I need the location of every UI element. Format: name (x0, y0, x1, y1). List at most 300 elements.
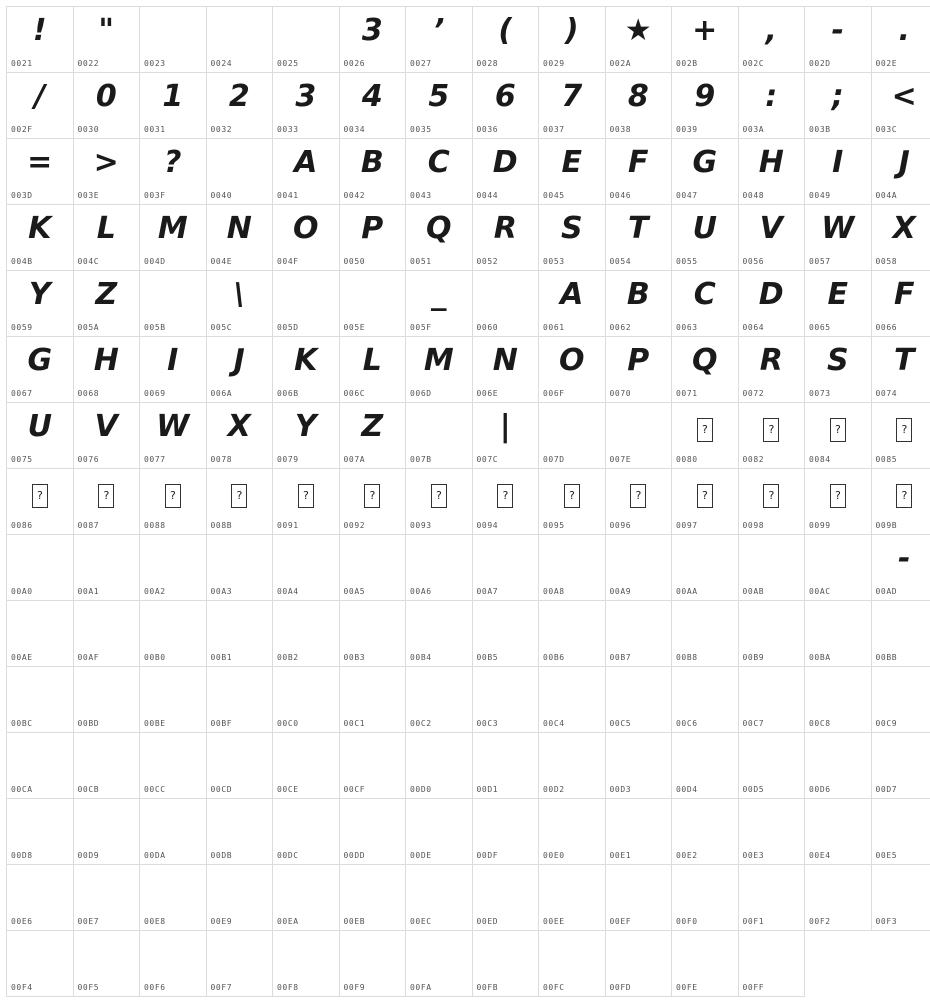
glyph-cell[interactable] (539, 799, 606, 865)
glyph-cell[interactable] (273, 469, 340, 535)
glyph-cell[interactable] (472, 799, 539, 865)
glyph-cell[interactable] (871, 139, 930, 205)
glyph-cell[interactable] (472, 469, 539, 535)
glyph-cell[interactable] (539, 205, 606, 271)
glyph-codepoint: 00BF (211, 719, 233, 728)
glyph-codepoint: 00C9 (876, 719, 898, 728)
glyph-cell[interactable] (339, 601, 406, 667)
glyph-cell[interactable] (472, 205, 539, 271)
glyph-row (7, 667, 930, 733)
glyph-cell-inner (805, 469, 871, 534)
glyph-preview (207, 141, 273, 185)
glyph-cell-inner (7, 931, 73, 996)
glyph-cell[interactable] (738, 733, 805, 799)
glyph-cell[interactable] (605, 337, 672, 403)
glyph-cell[interactable] (273, 7, 340, 73)
glyph-cell[interactable] (273, 865, 340, 931)
glyph-cell[interactable] (871, 535, 930, 601)
glyph-cell[interactable] (672, 139, 739, 205)
glyph-cell[interactable] (805, 865, 872, 931)
glyph-cell[interactable] (206, 337, 273, 403)
glyph-preview: S (539, 207, 605, 251)
glyph-cell[interactable] (7, 139, 74, 205)
glyph-codepoint: 0067 (11, 389, 33, 398)
glyph-cell[interactable] (206, 931, 273, 997)
glyph-cell[interactable] (672, 799, 739, 865)
glyph-cell[interactable] (672, 403, 739, 469)
glyph-cell[interactable] (339, 205, 406, 271)
glyph-preview (672, 933, 738, 977)
glyph-cell[interactable] (406, 733, 473, 799)
glyph-cell-inner (606, 667, 672, 732)
glyph-cell-inner (74, 601, 140, 666)
glyph-cell-inner (872, 271, 930, 336)
glyph-cell[interactable] (738, 403, 805, 469)
glyph-cell-inner (340, 337, 406, 402)
glyph-preview: E (539, 141, 605, 185)
glyph-cell-inner (74, 733, 140, 798)
glyph-cell[interactable] (73, 469, 140, 535)
glyph-cell-inner (340, 73, 406, 138)
glyph-cell[interactable] (339, 733, 406, 799)
glyph-cell[interactable] (339, 469, 406, 535)
glyph-cell[interactable] (406, 205, 473, 271)
glyph-cell[interactable] (140, 403, 207, 469)
glyph-cell[interactable] (339, 7, 406, 73)
glyph-cell[interactable] (871, 601, 930, 667)
glyph-codepoint: 00A0 (11, 587, 33, 596)
glyph-cell[interactable] (206, 601, 273, 667)
glyph-cell[interactable] (805, 271, 872, 337)
glyph-preview: R (473, 207, 539, 251)
glyph-cell[interactable] (339, 73, 406, 139)
glyph-codepoint: 0022 (78, 59, 100, 68)
glyph-cell[interactable] (206, 535, 273, 601)
glyph-cell[interactable] (738, 337, 805, 403)
glyph-cell[interactable] (7, 865, 74, 931)
glyph-cell[interactable] (7, 271, 74, 337)
glyph-preview (406, 603, 472, 647)
glyph-cell[interactable] (206, 667, 273, 733)
glyph-cell[interactable] (738, 205, 805, 271)
glyph-cell[interactable] (472, 667, 539, 733)
glyph-cell[interactable] (140, 931, 207, 997)
glyph-codepoint: 00F4 (11, 983, 33, 992)
glyph-cell[interactable] (406, 865, 473, 931)
glyph-cell[interactable] (7, 601, 74, 667)
glyph-cell[interactable] (73, 205, 140, 271)
glyph-cell[interactable] (539, 865, 606, 931)
glyph-cell-inner (406, 799, 472, 864)
glyph-cell[interactable] (406, 403, 473, 469)
glyph-cell-inner (340, 271, 406, 336)
glyph-cell-inner (606, 271, 672, 336)
glyph-cell[interactable] (140, 799, 207, 865)
glyph-cell-inner (672, 73, 738, 138)
glyph-cell[interactable] (672, 469, 739, 535)
glyph-cell-inner (805, 205, 871, 270)
glyph-cell[interactable] (539, 337, 606, 403)
glyph-cell[interactable] (539, 403, 606, 469)
glyph-cell[interactable] (472, 865, 539, 931)
glyph-cell[interactable] (605, 139, 672, 205)
glyph-cell[interactable] (7, 403, 74, 469)
glyph-cell[interactable] (73, 73, 140, 139)
glyph-preview: I (140, 339, 206, 383)
glyph-row (7, 271, 930, 337)
glyph-cell[interactable] (7, 205, 74, 271)
glyph-cell[interactable] (472, 73, 539, 139)
glyph-cell[interactable] (539, 271, 606, 337)
glyph-cell[interactable] (539, 469, 606, 535)
glyph-cell[interactable] (672, 931, 739, 997)
glyph-cell[interactable] (672, 601, 739, 667)
glyph-cell[interactable] (206, 73, 273, 139)
glyph-cell[interactable] (871, 271, 930, 337)
glyph-cell[interactable] (539, 535, 606, 601)
glyph-cell-inner (207, 271, 273, 336)
glyph-cell[interactable] (672, 733, 739, 799)
glyph-preview: 0 (74, 75, 140, 119)
glyph-cell-inner (739, 337, 805, 402)
glyph-codepoint: 00B8 (676, 653, 698, 662)
glyph-cell[interactable] (7, 931, 74, 997)
glyph-cell[interactable] (539, 601, 606, 667)
glyph-cell[interactable] (273, 601, 340, 667)
glyph-cell[interactable] (73, 931, 140, 997)
glyph-cell[interactable] (273, 733, 340, 799)
glyph-cell[interactable] (73, 271, 140, 337)
glyph-cell[interactable] (871, 7, 930, 73)
glyph-cell-inner (273, 403, 339, 468)
glyph-cell[interactable] (206, 139, 273, 205)
glyph-cell[interactable] (871, 733, 930, 799)
glyph-preview (473, 801, 539, 845)
glyph-cell[interactable] (871, 865, 930, 931)
glyph-cell-inner (273, 337, 339, 402)
glyph-cell[interactable] (339, 799, 406, 865)
glyph-cell[interactable] (539, 931, 606, 997)
glyph-cell[interactable] (738, 7, 805, 73)
glyph-cell[interactable] (73, 7, 140, 73)
glyph-cell[interactable] (140, 667, 207, 733)
glyph-cell[interactable] (539, 7, 606, 73)
glyph-cell-inner (539, 7, 605, 72)
glyph-cell[interactable] (472, 535, 539, 601)
glyph-cell[interactable] (605, 799, 672, 865)
glyph-cell[interactable] (406, 667, 473, 733)
glyph-cell[interactable] (206, 271, 273, 337)
glyph-cell[interactable] (73, 865, 140, 931)
glyph-cell[interactable] (73, 403, 140, 469)
glyph-cell[interactable] (206, 733, 273, 799)
glyph-cell[interactable] (738, 73, 805, 139)
glyph-codepoint: 00A6 (410, 587, 432, 596)
glyph-cell[interactable] (273, 931, 340, 997)
glyph-cell[interactable] (738, 271, 805, 337)
glyph-cell[interactable] (7, 73, 74, 139)
glyph-cell[interactable] (805, 7, 872, 73)
glyph-cell[interactable] (73, 667, 140, 733)
glyph-cell[interactable] (73, 733, 140, 799)
glyph-cell[interactable] (472, 337, 539, 403)
glyph-codepoint: 005C (211, 323, 233, 332)
glyph-preview (74, 603, 140, 647)
glyph-cell[interactable] (672, 271, 739, 337)
glyph-cell[interactable] (206, 469, 273, 535)
glyph-cell[interactable] (805, 73, 872, 139)
glyph-cell[interactable] (805, 337, 872, 403)
glyph-cell[interactable] (140, 139, 207, 205)
glyph-cell[interactable] (605, 667, 672, 733)
glyph-cell[interactable] (273, 205, 340, 271)
glyph-cell[interactable] (738, 139, 805, 205)
glyph-cell[interactable] (339, 271, 406, 337)
glyph-codepoint: 0046 (610, 191, 632, 200)
glyph-cell[interactable] (472, 601, 539, 667)
glyph-cell[interactable] (140, 73, 207, 139)
glyph-cell[interactable] (738, 865, 805, 931)
glyph-cell[interactable] (140, 535, 207, 601)
glyph-preview: - (872, 537, 930, 581)
glyph-codepoint: 0076 (78, 455, 100, 464)
glyph-cell[interactable] (73, 601, 140, 667)
glyph-preview: | (473, 405, 539, 449)
glyph-cell[interactable] (140, 469, 207, 535)
glyph-cell-inner (539, 271, 605, 336)
glyph-cell-inner (340, 865, 406, 930)
glyph-cell[interactable] (738, 601, 805, 667)
glyph-cell[interactable] (406, 931, 473, 997)
glyph-cell[interactable] (605, 865, 672, 931)
glyph-cell[interactable] (406, 469, 473, 535)
glyph-cell[interactable] (406, 7, 473, 73)
glyph-cell[interactable] (539, 139, 606, 205)
glyph-cell[interactable] (805, 139, 872, 205)
glyph-cell[interactable] (273, 139, 340, 205)
glyph-codepoint: 0088 (144, 521, 166, 530)
glyph-cell-inner (805, 73, 871, 138)
glyph-cell[interactable] (605, 205, 672, 271)
glyph-cell[interactable] (871, 799, 930, 865)
glyph-cell[interactable] (73, 337, 140, 403)
glyph-codepoint: 00D9 (78, 851, 100, 860)
glyph-cell[interactable] (472, 931, 539, 997)
glyph-cell[interactable] (406, 535, 473, 601)
glyph-cell[interactable] (73, 799, 140, 865)
glyph-cell[interactable] (738, 535, 805, 601)
glyph-preview (207, 9, 273, 53)
notdef-box: ? (763, 418, 779, 442)
glyph-codepoint: 00BD (78, 719, 100, 728)
glyph-cell[interactable] (406, 271, 473, 337)
glyph-cell[interactable] (871, 205, 930, 271)
glyph-cell[interactable] (472, 139, 539, 205)
glyph-cell[interactable] (605, 403, 672, 469)
glyph-cell[interactable] (605, 535, 672, 601)
glyph-cell-inner (340, 931, 406, 996)
glyph-cell[interactable] (339, 139, 406, 205)
glyph-codepoint: 0045 (543, 191, 565, 200)
glyph-cell-inner (805, 799, 871, 864)
glyph-cell[interactable] (871, 469, 930, 535)
glyph-cell[interactable] (672, 535, 739, 601)
glyph-cell[interactable] (539, 667, 606, 733)
glyph-cell[interactable] (605, 271, 672, 337)
glyph-preview (606, 933, 672, 977)
glyph-cell-inner (606, 139, 672, 204)
glyph-cell[interactable] (273, 337, 340, 403)
glyph-codepoint: 006E (477, 389, 499, 398)
glyph-cell-inner (606, 73, 672, 138)
glyph-cell[interactable] (605, 601, 672, 667)
glyph-cell[interactable] (805, 667, 872, 733)
glyph-preview (539, 933, 605, 977)
glyph-cell[interactable] (672, 865, 739, 931)
notdef-glyph (7, 471, 73, 515)
glyph-cell[interactable] (605, 733, 672, 799)
glyph-cell[interactable] (805, 469, 872, 535)
glyph-cell[interactable] (7, 7, 74, 73)
glyph-cell[interactable] (472, 733, 539, 799)
glyph-cell[interactable] (206, 205, 273, 271)
glyph-cell-inner (672, 799, 738, 864)
glyph-preview: T (606, 207, 672, 251)
glyph-cell[interactable] (140, 337, 207, 403)
glyph-cell[interactable] (339, 667, 406, 733)
glyph-codepoint: 005A (78, 323, 100, 332)
glyph-cell-inner (273, 865, 339, 930)
glyph-cell[interactable] (7, 469, 74, 535)
glyph-cell[interactable] (605, 73, 672, 139)
glyph-cell[interactable] (339, 337, 406, 403)
glyph-cell[interactable] (805, 733, 872, 799)
glyph-cell[interactable] (472, 403, 539, 469)
glyph-codepoint: 0098 (743, 521, 765, 530)
glyph-preview: 3 (273, 75, 339, 119)
glyph-cell[interactable] (738, 799, 805, 865)
glyph-codepoint: 00E5 (876, 851, 898, 860)
glyph-cell[interactable] (805, 601, 872, 667)
glyph-cell-inner (473, 403, 539, 468)
glyph-preview (207, 669, 273, 713)
glyph-cell[interactable] (605, 469, 672, 535)
glyph-cell[interactable] (140, 271, 207, 337)
glyph-cell-inner (406, 7, 472, 72)
glyph-cell[interactable] (805, 205, 872, 271)
glyph-cell-inner (739, 7, 805, 72)
glyph-cell[interactable] (406, 799, 473, 865)
glyph-cell[interactable] (273, 667, 340, 733)
glyph-preview (273, 603, 339, 647)
glyph-cell-inner (539, 865, 605, 930)
glyph-cell[interactable] (140, 7, 207, 73)
glyph-codepoint: 00CD (211, 785, 233, 794)
glyph-cell[interactable] (805, 403, 872, 469)
glyph-codepoint: 00D4 (676, 785, 698, 794)
glyph-cell[interactable] (871, 73, 930, 139)
glyph-cell[interactable] (140, 601, 207, 667)
glyph-cell[interactable] (805, 535, 872, 601)
glyph-codepoint: 0064 (743, 323, 765, 332)
glyph-preview (606, 405, 672, 449)
glyph-cell[interactable] (273, 403, 340, 469)
glyph-cell[interactable] (339, 865, 406, 931)
glyph-cell[interactable] (406, 139, 473, 205)
glyph-cell[interactable] (73, 535, 140, 601)
glyph-cell[interactable] (339, 931, 406, 997)
glyph-cell[interactable] (273, 271, 340, 337)
glyph-cell[interactable] (605, 7, 672, 73)
glyph-preview: C (672, 273, 738, 317)
glyph-cell[interactable] (7, 799, 74, 865)
glyph-preview: K (7, 207, 73, 251)
glyph-cell[interactable] (140, 205, 207, 271)
glyph-cell[interactable] (672, 205, 739, 271)
glyph-cell-inner (606, 931, 672, 996)
glyph-cell[interactable] (738, 931, 805, 997)
glyph-cell[interactable] (672, 73, 739, 139)
glyph-cell[interactable] (140, 733, 207, 799)
glyph-cell[interactable] (871, 667, 930, 733)
glyph-cell[interactable] (672, 337, 739, 403)
glyph-codepoint: 0059 (11, 323, 33, 332)
glyph-cell[interactable] (472, 7, 539, 73)
glyph-cell[interactable] (539, 733, 606, 799)
glyph-cell[interactable] (7, 535, 74, 601)
glyph-cell[interactable] (738, 469, 805, 535)
glyph-cell[interactable] (7, 733, 74, 799)
glyph-preview: G (7, 339, 73, 383)
glyph-cell-inner (539, 73, 605, 138)
glyph-preview (539, 735, 605, 779)
glyph-cell[interactable] (206, 403, 273, 469)
glyph-cell[interactable] (871, 403, 930, 469)
glyph-preview (739, 735, 805, 779)
glyph-cell[interactable] (539, 73, 606, 139)
glyph-cell[interactable] (339, 403, 406, 469)
glyph-preview (739, 801, 805, 845)
glyph-cell[interactable] (206, 799, 273, 865)
glyph-preview: W (140, 405, 206, 449)
glyph-cell[interactable] (7, 337, 74, 403)
glyph-cell[interactable] (406, 601, 473, 667)
glyph-cell[interactable] (871, 337, 930, 403)
glyph-cell[interactable] (73, 139, 140, 205)
glyph-preview (406, 405, 472, 449)
glyph-codepoint: 004F (277, 257, 299, 266)
glyph-cell[interactable] (206, 865, 273, 931)
glyph-cell[interactable] (206, 7, 273, 73)
glyph-cell[interactable] (406, 337, 473, 403)
glyph-cell[interactable] (805, 799, 872, 865)
glyph-cell[interactable] (738, 667, 805, 733)
glyph-cell[interactable] (273, 535, 340, 601)
glyph-preview (140, 735, 206, 779)
glyph-cell[interactable] (7, 667, 74, 733)
glyph-cell[interactable] (273, 73, 340, 139)
glyph-cell[interactable] (672, 7, 739, 73)
glyph-cell[interactable] (140, 865, 207, 931)
glyph-cell[interactable] (339, 535, 406, 601)
glyph-cell[interactable] (672, 667, 739, 733)
glyph-cell[interactable] (273, 799, 340, 865)
glyph-cell[interactable] (472, 271, 539, 337)
glyph-codepoint: 0039 (676, 125, 698, 134)
glyph-codepoint: 00F6 (144, 983, 166, 992)
glyph-cell[interactable] (605, 931, 672, 997)
glyph-cell[interactable] (406, 73, 473, 139)
